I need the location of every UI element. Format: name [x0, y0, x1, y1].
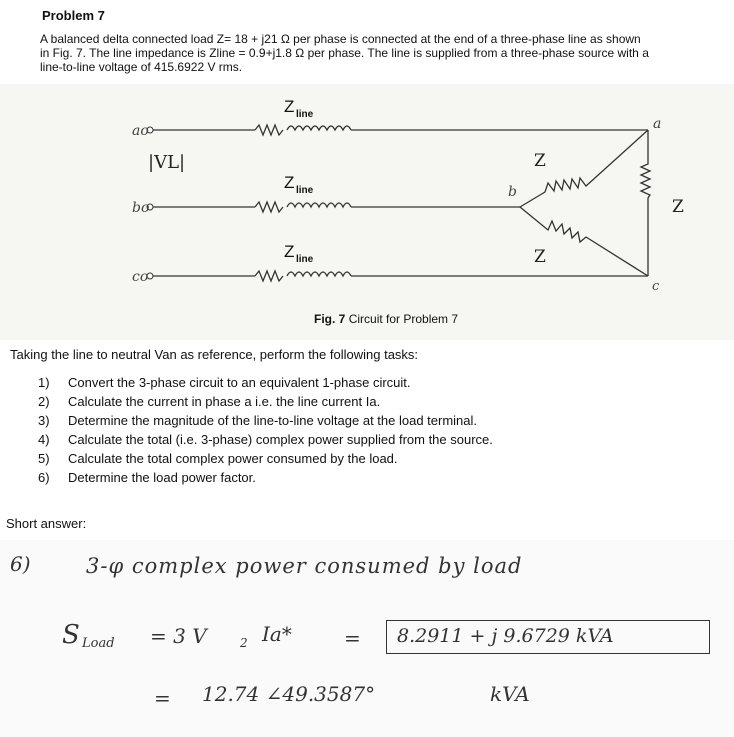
- circuit-diagram: [0, 84, 734, 340]
- line-inductor-c: [287, 272, 351, 276]
- task-num: 5): [38, 451, 50, 466]
- task-text: Convert the 3-phase circuit to an equivalent 1-phase circuit.: [68, 375, 411, 390]
- task-item: [38, 432, 493, 447]
- line-resistor-c: [255, 271, 283, 281]
- line-inductor-a: [287, 126, 351, 130]
- load-node-b: b: [508, 184, 517, 200]
- task-num: 4): [38, 432, 50, 447]
- line-resistor-b: [255, 202, 283, 212]
- line-resistor-a: [255, 125, 283, 135]
- equals-sign: =: [344, 626, 361, 650]
- caption-text: Circuit for Problem 7: [348, 312, 459, 326]
- v-subscript: 2: [240, 636, 248, 650]
- answer-number: 6): [10, 552, 31, 576]
- task-item: [38, 451, 398, 466]
- statement-line: line-to-line voltage of 415.6922 V rms.: [40, 60, 243, 74]
- caption-fig: Fig. 7: [314, 312, 346, 326]
- polar-unit: kVA: [490, 682, 530, 706]
- z-label-ca: Z: [672, 197, 684, 217]
- s-load-subscript: Load: [82, 636, 115, 651]
- task-num: 1): [38, 375, 50, 390]
- task-item: [38, 375, 411, 390]
- problem-statement: [40, 32, 720, 74]
- task-text: Calculate the current in phase a i.e. the line current Ia.: [68, 394, 381, 409]
- load-node-a: a: [653, 116, 662, 132]
- task-text: Determine the load power factor.: [68, 470, 256, 485]
- task-item: [38, 394, 380, 409]
- delta-branch-ca: [641, 130, 650, 276]
- task-item: [38, 470, 256, 485]
- zline-sub-b: line: [296, 185, 314, 196]
- z-label-ab: Z: [534, 151, 546, 171]
- equals-sign-2: =: [154, 686, 171, 710]
- task-num: 6): [38, 470, 50, 485]
- load-node-c: c: [652, 279, 660, 294]
- eq-3v: = 3 V: [150, 624, 207, 648]
- problem-title: Problem 7: [42, 8, 105, 23]
- z-label-bc: Z: [534, 247, 546, 267]
- task-num: 3): [38, 413, 50, 428]
- zline-label-b: Z: [284, 173, 295, 192]
- vl-label: |VL|: [148, 152, 186, 173]
- boxed-answer-text: 8.2911 + j 9.6729 kVA: [397, 625, 614, 647]
- circuit-figure: [0, 84, 734, 340]
- s-load-symbol: S: [62, 620, 80, 650]
- source-node-a: ao: [132, 123, 149, 139]
- short-answer-label: Short answer:: [6, 516, 87, 531]
- task-text: Determine the magnitude of the line-to-line voltage at the load terminal.: [68, 413, 478, 428]
- task-text: Calculate the total (i.e. 3-phase) complex power supplied from the source.: [68, 432, 493, 447]
- zline-label-a: Z: [284, 97, 295, 116]
- statement-line: in Fig. 7. The line impedance is Zline = 0.9+j1.8 Ω per phase. The line is supplied from a three-phase source with a: [40, 46, 649, 60]
- zline-sub-c: line: [296, 254, 314, 265]
- statement-line: A balanced delta connected load Z= 18 + j21 Ω per phase is connected at the end of a three-phase line as shown: [40, 32, 641, 46]
- answer-heading: 3-φ complex power consumed by load: [86, 554, 523, 578]
- source-node-b: bo: [132, 200, 150, 216]
- task-num: 2): [38, 394, 50, 409]
- source-node-c: co: [132, 269, 149, 285]
- handwritten-answer: [0, 540, 734, 737]
- task-text: Calculate the total complex power consumed by the load.: [68, 451, 398, 466]
- polar-answer: 12.74 ∠49.3587°: [202, 682, 376, 706]
- task-item: [38, 413, 477, 428]
- zline-label-c: Z: [284, 242, 295, 261]
- line-inductor-b: [287, 203, 351, 207]
- tasks-intro: Taking the line to neutral Van as reference, perform the following tasks:: [10, 347, 419, 362]
- boxed-answer: [386, 620, 710, 654]
- figure-caption: [314, 312, 458, 326]
- zline-sub-a: line: [296, 109, 314, 120]
- ia-conjugate: Ia*: [262, 622, 292, 646]
